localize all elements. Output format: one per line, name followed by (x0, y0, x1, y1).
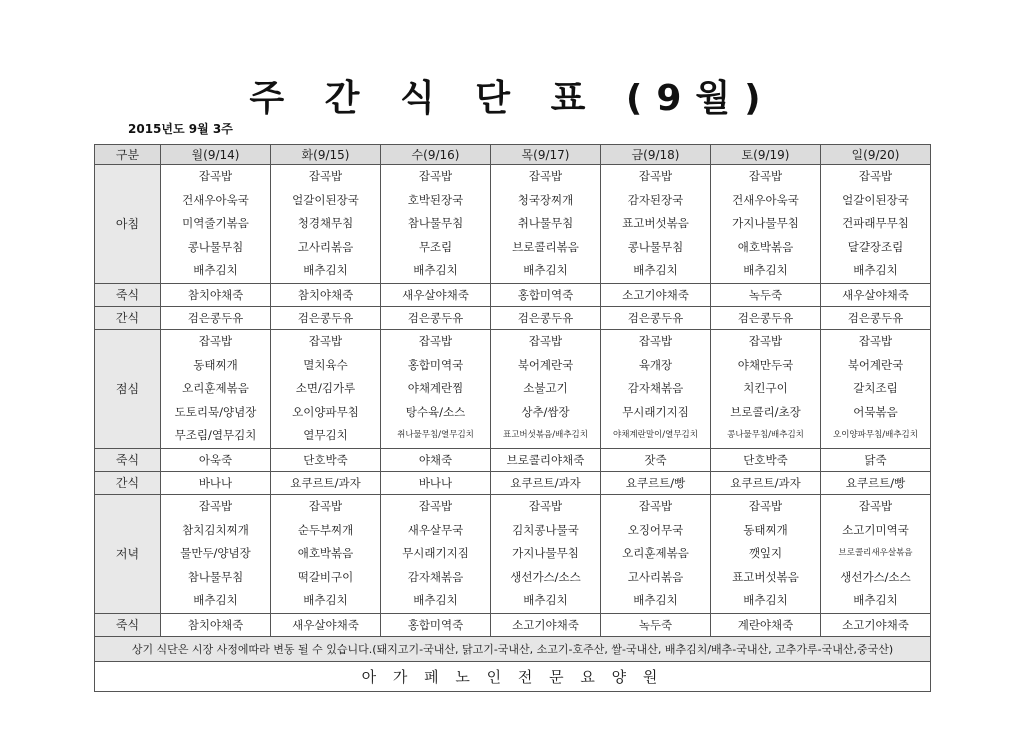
menu-item: 동태찌개 (743, 522, 788, 537)
menu-item: 건새우아욱국 (182, 192, 249, 207)
menu-cell: 홍합미역죽 (381, 613, 491, 636)
header-day: 화(9/15) (271, 145, 381, 165)
header-row (95, 145, 931, 165)
menu-cell: 요쿠르트/과자 (491, 471, 601, 494)
menu-item: 배추김치 (193, 263, 238, 278)
menu-item: 애호박볶음 (297, 546, 354, 561)
menu-item: 취나물무침/열무김치 (397, 430, 474, 441)
menu-item: 청경채무침 (297, 216, 354, 231)
menu-item: 브로콜리새우살볶음 (838, 548, 913, 559)
meal-row-porridge1 (95, 283, 931, 306)
menu-cell: 녹두죽 (711, 283, 821, 306)
menu-cell (381, 329, 491, 448)
menu-cell: 계란야채죽 (711, 613, 821, 636)
header-day: 수(9/16) (381, 145, 491, 165)
menu-item: 취나물무침 (517, 216, 574, 231)
menu-item: 고사리볶음 (627, 569, 684, 584)
footer-row (95, 661, 931, 691)
menu-item: 배추김치 (303, 263, 348, 278)
menu-cell: 요쿠르트/과자 (711, 471, 821, 494)
menu-item: 애호박볶음 (737, 239, 794, 254)
menu-cell (491, 165, 601, 284)
menu-cell: 요쿠르트/빵 (601, 471, 711, 494)
menu-cell (161, 329, 271, 448)
menu-item: 잡곡밥 (418, 333, 453, 348)
menu-item: 야채계란말이/열무김치 (613, 430, 698, 441)
menu-item: 배추김치 (743, 263, 788, 278)
menu-cell (711, 165, 821, 284)
menu-item: 배추김치 (633, 263, 678, 278)
menu-item: 오이양파무침 (292, 404, 359, 419)
menu-cell: 요쿠르트/빵 (821, 471, 931, 494)
menu-item: 배추김치 (633, 593, 678, 608)
menu-item: 가지나물무침 (732, 216, 799, 231)
menu-item: 생선가스/소스 (840, 569, 911, 584)
menu-cell: 새우살야채죽 (821, 283, 931, 306)
menu-item: 감자채볶음 (407, 569, 464, 584)
menu-item: 잡곡밥 (638, 498, 673, 513)
menu-cell (271, 329, 381, 448)
menu-cell (491, 329, 601, 448)
meal-row-snack1 (95, 306, 931, 329)
menu-item: 얼갈이된장국 (842, 192, 909, 207)
menu-item: 표고버섯볶음 (732, 569, 799, 584)
menu-cell: 참치야채죽 (271, 283, 381, 306)
menu-item: 김치콩나물국 (512, 522, 579, 537)
menu-cell: 단호박죽 (271, 448, 381, 471)
menu-cell (491, 494, 601, 613)
menu-item: 배추김치 (743, 593, 788, 608)
meal-category-label: 죽식 (95, 448, 161, 471)
meal-category-label: 간식 (95, 471, 161, 494)
menu-item: 잡곡밥 (198, 169, 233, 183)
menu-cell: 홍합미역죽 (491, 283, 601, 306)
menu-item: 잡곡밥 (638, 169, 673, 183)
menu-cell: 소고기야채죽 (491, 613, 601, 636)
menu-item: 갈치조림 (853, 381, 898, 396)
menu-item: 무조림 (418, 239, 453, 254)
menu-cell: 검은콩두유 (161, 306, 271, 329)
menu-item: 잡곡밥 (308, 333, 343, 348)
menu-cell: 닭죽 (821, 448, 931, 471)
meal-category-label: 죽식 (95, 613, 161, 636)
menu-item: 멸치육수 (303, 357, 348, 372)
menu-item: 콩나물무침 (187, 239, 244, 254)
menu-item: 배추김치 (853, 263, 898, 278)
menu-item: 잡곡밥 (198, 333, 233, 348)
menu-item: 잡곡밥 (308, 498, 343, 513)
note-row (95, 636, 931, 661)
menu-item: 얼갈이된장국 (292, 192, 359, 207)
menu-cell: 검은콩두유 (821, 306, 931, 329)
meal-row-snack2 (95, 471, 931, 494)
menu-item: 홍합미역국 (407, 357, 464, 372)
menu-item: 표고버섯볶음 (622, 216, 689, 231)
menu-cell (161, 165, 271, 284)
menu-item: 참치김치찌개 (182, 522, 249, 537)
menu-item: 잡곡밥 (198, 498, 233, 513)
menu-item: 야채만두국 (737, 357, 794, 372)
header-day: 일(9/20) (821, 145, 931, 165)
menu-item: 생선가스/소스 (510, 569, 581, 584)
menu-item: 상추/쌈장 (521, 404, 570, 419)
menu-cell: 아욱죽 (161, 448, 271, 471)
menu-item: 콩나물무침/배추김치 (727, 430, 804, 441)
menu-cell: 소고기야채죽 (821, 613, 931, 636)
menu-cell: 녹두죽 (601, 613, 711, 636)
menu-cell (271, 165, 381, 284)
menu-item: 배추김치 (523, 593, 568, 608)
menu-cell (161, 494, 271, 613)
menu-cell: 검은콩두유 (601, 306, 711, 329)
menu-cell: 새우살야채죽 (381, 283, 491, 306)
meal-row-porridge2 (95, 448, 931, 471)
menu-item: 감자채볶음 (627, 381, 684, 396)
menu-item: 오리훈제볶음 (622, 546, 689, 561)
menu-item: 북어계란국 (517, 357, 574, 372)
menu-item: 고사리볶음 (297, 239, 354, 254)
menu-item: 무시래기지짐 (402, 546, 469, 561)
menu-item: 잡곡밥 (638, 333, 673, 348)
menu-item: 배추김치 (193, 593, 238, 608)
menu-item: 건새우아욱국 (732, 192, 799, 207)
menu-item: 잡곡밥 (858, 333, 893, 348)
meal-category-label: 죽식 (95, 283, 161, 306)
menu-cell (601, 494, 711, 613)
menu-item: 잡곡밥 (418, 498, 453, 513)
menu-item: 브로콜리볶음 (512, 239, 579, 254)
menu-item: 무조림/열무김치 (174, 428, 257, 443)
menu-item: 소면/김가루 (295, 381, 356, 396)
menu-cell: 검은콩두유 (381, 306, 491, 329)
menu-item: 소고기미역국 (842, 522, 909, 537)
meal-row-dinner (95, 494, 931, 613)
menu-item: 참나물무침 (407, 216, 464, 231)
menu-item: 배추김치 (853, 593, 898, 608)
menu-cell (271, 494, 381, 613)
menu-item: 잡곡밥 (308, 169, 343, 183)
menu-item: 호박된장국 (407, 192, 464, 207)
menu-cell (821, 494, 931, 613)
menu-item: 배추김치 (413, 593, 458, 608)
header-day: 금(9/18) (601, 145, 711, 165)
menu-cell: 검은콩두유 (491, 306, 601, 329)
meal-row-porridge3 (95, 613, 931, 636)
meal-category-label: 점심 (95, 329, 161, 448)
meal-category-label: 저녁 (95, 494, 161, 613)
week-label: 2015년도 9월 3주 (128, 122, 233, 136)
menu-item: 떡갈비구이 (297, 569, 354, 584)
menu-cell (381, 494, 491, 613)
menu-item: 배추김치 (523, 263, 568, 278)
menu-cell: 검은콩두유 (711, 306, 821, 329)
menu-item: 오징어무국 (627, 522, 684, 537)
header-day: 월(9/14) (161, 145, 271, 165)
menu-cell: 바나나 (381, 471, 491, 494)
menu-table (94, 144, 931, 692)
menu-item: 순두부찌개 (297, 522, 354, 537)
menu-item: 잡곡밥 (748, 333, 783, 348)
menu-item: 청국장찌개 (517, 192, 574, 207)
meal-row-breakfast (95, 165, 931, 284)
menu-cell: 잣죽 (601, 448, 711, 471)
menu-item: 도토리묵/양념장 (174, 404, 257, 419)
menu-cell: 새우살야채죽 (271, 613, 381, 636)
menu-cell (821, 329, 931, 448)
menu-item: 미역줄기볶음 (182, 216, 249, 231)
menu-cell (821, 165, 931, 284)
menu-item: 잡곡밥 (528, 333, 563, 348)
menu-item: 브로콜리/초장 (730, 404, 801, 419)
menu-item: 잡곡밥 (858, 498, 893, 513)
menu-item: 깻잎지 (748, 546, 783, 561)
menu-item: 새우살무국 (407, 522, 464, 537)
menu-cell: 야채죽 (381, 448, 491, 471)
menu-cell (381, 165, 491, 284)
menu-item: 잡곡밥 (748, 498, 783, 513)
menu-item: 건파래무무침 (842, 216, 909, 231)
menu-item: 달걀장조림 (847, 239, 904, 254)
menu-cell: 참치야채죽 (161, 283, 271, 306)
menu-cell: 단호박죽 (711, 448, 821, 471)
header-category: 구분 (95, 145, 161, 165)
menu-item: 잡곡밥 (528, 498, 563, 513)
menu-cell (711, 329, 821, 448)
menu-item: 배추김치 (413, 263, 458, 278)
meal-row-lunch (95, 329, 931, 448)
menu-item: 오이양파무침/배추김치 (833, 430, 918, 441)
menu-item: 탕수육/소스 (405, 404, 466, 419)
menu-item: 배추김치 (303, 593, 348, 608)
menu-item: 열무김치 (303, 428, 348, 443)
header-day: 토(9/19) (711, 145, 821, 165)
menu-item: 야채계란찜 (407, 381, 464, 396)
menu-item: 참나물무침 (187, 569, 244, 584)
meal-category-label: 간식 (95, 306, 161, 329)
menu-item: 가지나물무침 (512, 546, 579, 561)
menu-item: 잡곡밥 (528, 169, 563, 183)
menu-item: 표고버섯볶음/배추김치 (503, 430, 588, 441)
menu-item: 무시래기지짐 (622, 404, 689, 419)
menu-item: 어묵볶음 (853, 404, 898, 419)
menu-cell: 소고기야채죽 (601, 283, 711, 306)
meal-category-label: 아침 (95, 165, 161, 284)
menu-item: 동태찌개 (193, 357, 238, 372)
menu-item: 잡곡밥 (418, 169, 453, 183)
menu-cell: 검은콩두유 (271, 306, 381, 329)
menu-cell: 요쿠르트/과자 (271, 471, 381, 494)
menu-item: 치킨구이 (743, 381, 788, 396)
menu-item: 잡곡밥 (748, 169, 783, 183)
facility-name: 아 가 페 노 인 전 문 요 양 원 (95, 661, 931, 691)
menu-item: 북어계란국 (847, 357, 904, 372)
menu-item: 콩나물무침 (627, 239, 684, 254)
menu-item: 소불고기 (523, 381, 568, 396)
menu-item: 물만두/양념장 (180, 546, 251, 561)
menu-item: 감자된장국 (627, 192, 684, 207)
menu-cell (601, 165, 711, 284)
menu-cell (711, 494, 821, 613)
header-day: 목(9/17) (491, 145, 601, 165)
menu-cell: 바나나 (161, 471, 271, 494)
menu-item: 육개장 (638, 357, 673, 372)
menu-item: 오리훈제볶음 (182, 381, 249, 396)
menu-item: 잡곡밥 (858, 169, 893, 183)
menu-cell: 브로콜리야채죽 (491, 448, 601, 471)
menu-cell (601, 329, 711, 448)
page-title: 주 간 식 단 표 (9월) (249, 78, 775, 119)
origin-note: 상기 식단은 시장 사정에따라 변동 될 수 있습니다.(돼지고기-국내산, 닭고기-국내산, 소고기-호주산, 쌀-국내산, 배추김치/배추-국내산, 고추가루-국내산,중국산) (95, 636, 931, 661)
menu-cell: 참치야채죽 (161, 613, 271, 636)
